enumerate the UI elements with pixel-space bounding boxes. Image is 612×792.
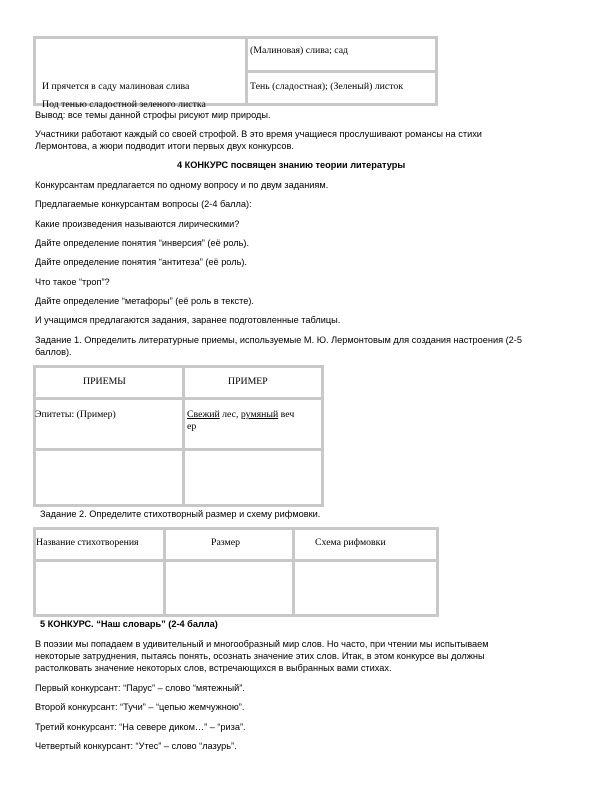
techniques-cell-epithets: Эпитеты: (Пример) [35, 409, 116, 420]
example-word-fresh: Свежий [187, 409, 220, 420]
top-table-cell-r2c2: Тень (сладостная); (Зеленый) листок [250, 81, 404, 92]
contestant-2: Второй конкурсант: “Тучи” – “цепью жемчужною”. [35, 702, 245, 712]
question-4: Что такое “троп”? [35, 277, 110, 287]
question-2: Дайте определение понятия “инверсия” (её роль). [35, 238, 250, 248]
question-5: Дайте определение “метафоры” (её роль в тексте). [35, 296, 254, 306]
example-word-rosy: румяный [240, 409, 279, 420]
techniques-table [33, 365, 324, 507]
example-word-tail: веч [278, 409, 295, 420]
meter-header-meter: Размер [211, 537, 240, 548]
techniques-table-col-divider [182, 365, 185, 507]
meter-table-col-divider-2 [292, 527, 295, 617]
techniques-cell-example [187, 409, 294, 421]
contest5-heading: 5 КОНКУРС. “Наш словарь” (2-4 балла) [40, 619, 218, 629]
contest4-heading: 4 КОНКУРС посвящен знанию теории литературы [177, 160, 406, 170]
meter-header-rhyme-scheme: Схема рифмовки [315, 537, 386, 548]
participants-line-1: Участники работают каждый со своей строфой. В это время учащиеся прослушивают романсы на стихи [35, 129, 482, 139]
techniques-header-example: ПРИМЕР [228, 376, 268, 387]
questions-intro: Предлагаемые конкурсантам вопросы (2-4 балла): [35, 199, 252, 209]
contestant-4: Четвертый конкурсант: “Утес” – слово “лазурь”. [35, 741, 237, 751]
task2-text: Задание 2. Определите стихотворный размер и схему рифмовки. [40, 509, 321, 519]
top-table-cell-r1c2: (Малиновая) слива; сад [250, 45, 349, 56]
conclusion-text: Вывод: все темы данной строфы рисуют мир природы. [35, 110, 271, 120]
meter-table-col-divider-1 [163, 527, 166, 617]
offer-text: Конкурсантам предлагается по одному вопросу и по двум заданиям. [35, 180, 329, 190]
meter-table-row-divider [33, 559, 439, 562]
techniques-cell-example-wrap: ер [187, 421, 197, 432]
top-table-overflow-line: Под тенью сладостной зеленого листка [42, 99, 206, 110]
tables-intro: И учащимся предлагаются задания, заранее подготовленные таблицы. [35, 315, 341, 325]
question-1: Какие произведения называются лирическими? [35, 219, 240, 229]
contestant-1: Первый конкурсант: “Парус” – слово “мятежный”. [35, 683, 245, 693]
meter-header-poem-title: Название стихотворения [36, 537, 139, 548]
poetry-line-1: В поэзии мы попадаем в удивительный и многообразный мир слов. Но часто, при чтении мы испытываем [35, 639, 489, 649]
example-word-forest: лес, [219, 409, 241, 420]
top-table-cell-r2c1: И прячется в саду малиновая слива [42, 81, 190, 92]
poetry-line-2: некоторые затруднения, пытаясь понять, осознать значение этих слов. Итак, в этом конкурсе вы должны [35, 651, 485, 661]
techniques-table-row-divider-2 [33, 448, 324, 451]
poetry-line-3: растолковать значение некоторых слов, встречающихся в выбранных вами стихах. [35, 663, 392, 673]
task1-line-2: баллов). [35, 347, 72, 357]
top-table-row-divider [245, 70, 438, 73]
contestant-3: Третий конкурсант: “На севере диком…” – “риза”. [35, 722, 246, 732]
question-3: Дайте определение понятия “антитеза” (её роль). [35, 257, 247, 267]
participants-line-2: Лермонтова, а жюри подводит итоги первых двух конкурсов. [35, 141, 294, 151]
techniques-table-row-divider-1 [33, 397, 324, 400]
task1-line-1: Задание 1. Определить литературные приемы, используемые М. Ю. Лермонтовым для создания настроения (2-5 [35, 335, 522, 345]
techniques-header-techniques: ПРИЕМЫ [83, 376, 126, 387]
